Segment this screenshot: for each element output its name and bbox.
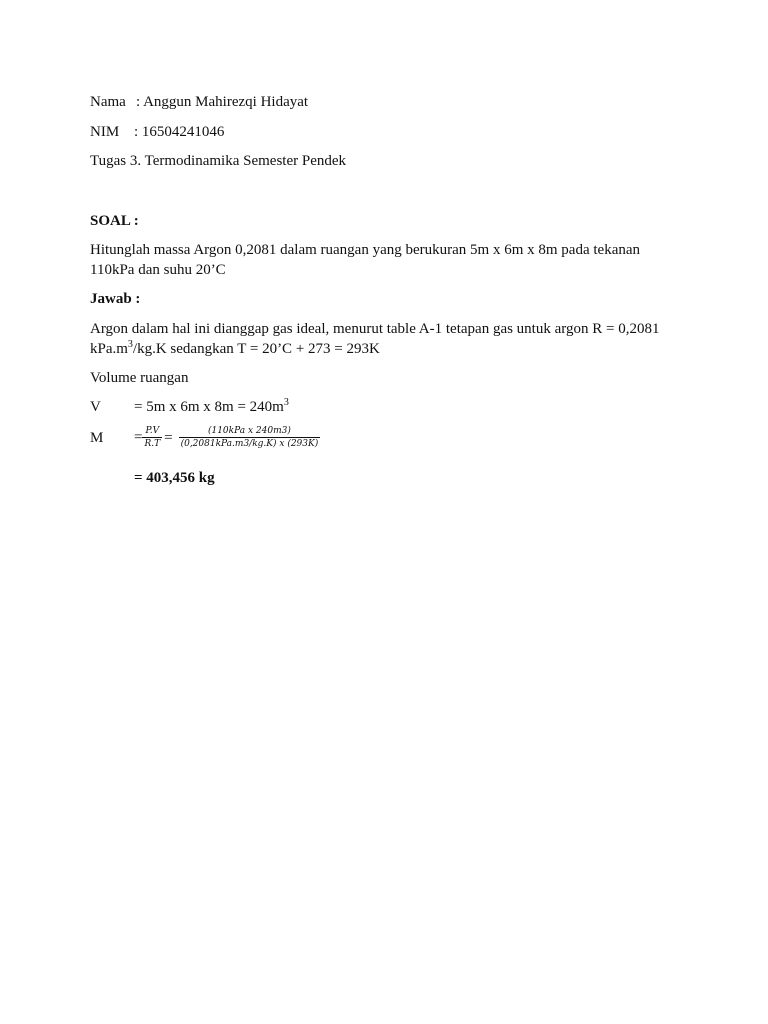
soal-text-line-1: Hitunglah massa Argon 0,2081 dalam ruangan yang berukuran 5m x 6m x 8m pada tekanan: [90, 242, 641, 258]
name-line: [90, 93, 308, 111]
ideal-gas-numerator: P.V: [142, 425, 162, 438]
soal-heading: SOAL :: [90, 213, 139, 229]
jawab-text-line-1: Argon dalam hal ini dianggap gas ideal, menurut table A-1 tetapan gas untuk argon R = 0,2081: [90, 321, 660, 337]
substitution-denominator: (0,2081kPa.m3/kg.K) x (293K): [180, 439, 319, 449]
volume-label: Volume ruangan: [90, 370, 189, 386]
jawab-text-line-2: [90, 340, 380, 358]
jawab-unit-pre: kPa.m: [90, 341, 128, 357]
nim-line: [90, 123, 224, 141]
jawab-heading: Jawab :: [90, 291, 141, 307]
substitution-fraction: [179, 425, 321, 450]
name-value: : Anggun Mahirezqi Hidayat: [136, 94, 309, 110]
name-label: Nama: [90, 94, 126, 110]
mass-result: = 403,456 kg: [134, 470, 215, 486]
mass-symbol: M: [90, 429, 104, 446]
nim-value: : 16504241046: [134, 124, 225, 140]
soal-text-line-2: 110kPa dan suhu 20’C: [90, 262, 226, 278]
volume-expression: = 5m x 6m x 8m = 240m: [134, 399, 284, 415]
assignment-title: Tugas 3. Termodinamika Semester Pendek: [90, 153, 347, 169]
mass-equation: [90, 425, 320, 450]
volume-equation: [90, 398, 289, 416]
mass-equals-1: =: [134, 429, 143, 446]
ideal-gas-fraction: [142, 425, 162, 450]
ideal-gas-denominator: R.T: [144, 439, 161, 449]
nim-label: NIM: [90, 124, 120, 140]
substitution-numerator: (110kPa x 240m3): [179, 425, 321, 438]
volume-exponent: 3: [283, 397, 289, 408]
mass-equals-2: =: [164, 429, 173, 446]
jawab-unit-exponent: 3: [127, 339, 133, 350]
volume-symbol: V: [90, 399, 101, 415]
jawab-unit-post: /kg.K sedangkan T = 20’C + 273 = 293K: [132, 341, 380, 357]
